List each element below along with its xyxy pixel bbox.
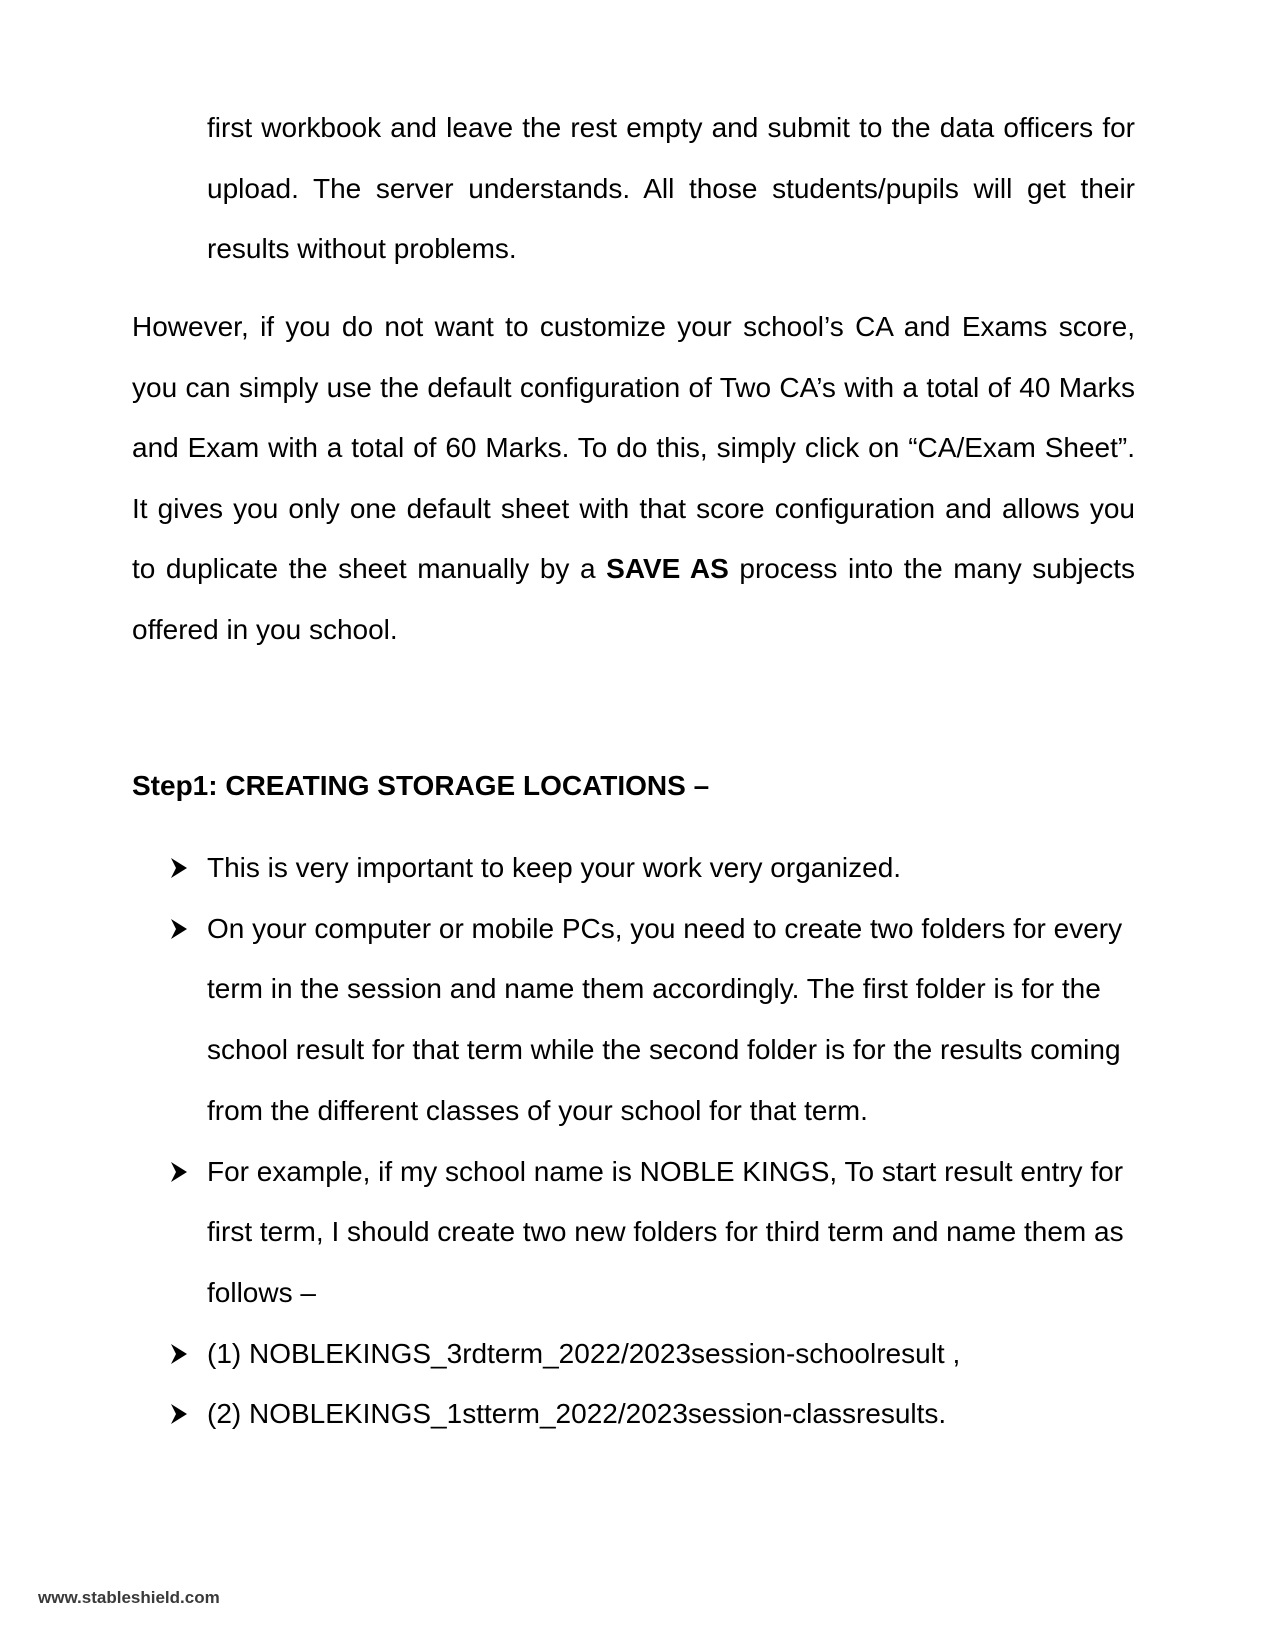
arrow-bullet-icon	[170, 1403, 188, 1425]
arrow-bullet-icon	[170, 1343, 188, 1365]
list-item: (2) NOBLEKINGS_1stterm_2022/2023session-classresults.	[170, 1384, 1140, 1445]
step1-heading: Step1: CREATING STORAGE LOCATIONS –	[132, 770, 710, 801]
arrow-bullet-icon	[170, 857, 188, 879]
list-item: For example, if my school name is NOBLE KINGS, To start result entry for first term, I should create two new folders for third term and name them as follows –	[170, 1142, 1140, 1324]
default-config-paragraph: However, if you do not want to customize your school’s CA and Exams score, you can simply use the default configuration of Two CA’s with a total of 40 Marks and Exam with a total of 60 Marks. To do this, simply click on “CA/Exam Sheet”. It gives you only one default sheet with that score configuration and allows you to duplicate the sheet manually by a SAVE AS process into the many subjects offered in you school.	[132, 311, 1135, 645]
arrow-bullet-icon	[170, 1161, 188, 1183]
save-as-emphasis: SAVE AS	[606, 553, 729, 584]
list-item: This is very important to keep your work very organized.	[170, 838, 1140, 899]
footer-website: www.stableshield.com	[38, 1588, 220, 1607]
step1-bullet-list	[170, 838, 1140, 1445]
list-item: (1) NOBLEKINGS_3rdterm_2022/2023session-schoolresult ,	[170, 1324, 1140, 1385]
intro-paragraph: first workbook and leave the rest empty and submit to the data officers for upload. The server understands. All those students/pupils will get their results without problems.	[207, 112, 1135, 264]
arrow-bullet-icon	[170, 918, 188, 940]
list-item: On your computer or mobile PCs, you need to create two folders for every term in the session and name them accordingly. The first folder is for the school result for that term while the second folder is for the results coming from the different classes of your school for that term.	[170, 899, 1140, 1142]
